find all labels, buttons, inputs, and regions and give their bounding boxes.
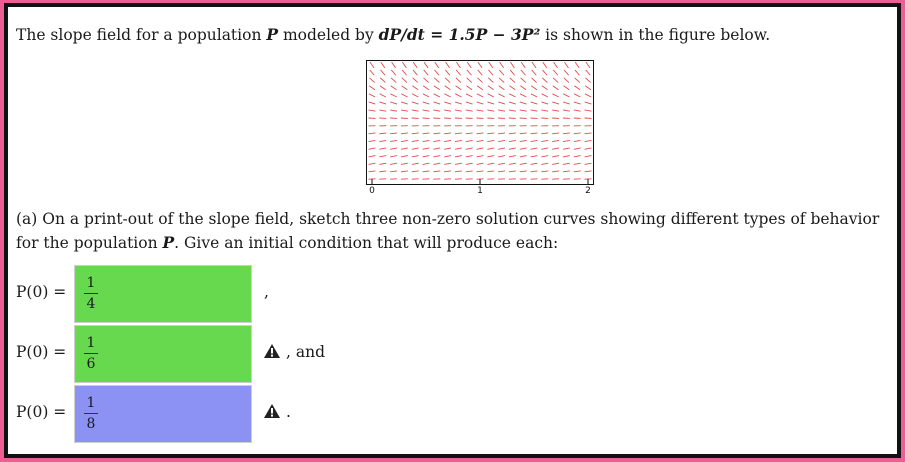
- fraction-bar-2: [84, 353, 98, 354]
- fraction-bar-1: [84, 293, 98, 294]
- answer-label-1: P(0) =: [16, 283, 67, 301]
- numerator-2: 1: [86, 335, 96, 351]
- denominator-2: 6: [86, 356, 96, 372]
- problem-intro: [16, 23, 887, 47]
- intro-middle: modeled by: [278, 26, 379, 44]
- denominator-3: 8: [86, 416, 96, 432]
- intro-equation: dP/dt = 1.5P − 3P²: [378, 25, 541, 44]
- answer-punct-2: , and: [286, 343, 325, 361]
- tick-label: 1: [477, 186, 483, 196]
- part-a-var: P: [162, 233, 175, 252]
- plot-border: [367, 61, 594, 185]
- answer-input-2[interactable]: [74, 325, 252, 383]
- intro-prefix: The slope field for a population: [16, 26, 267, 44]
- numerator-3: 1: [86, 395, 96, 411]
- answer-input-1[interactable]: [74, 265, 252, 323]
- answer-input-3[interactable]: [74, 385, 252, 443]
- numerator-1: 1: [86, 275, 96, 291]
- answer-fraction-2: [84, 334, 98, 373]
- tick-label: 2: [585, 186, 591, 196]
- part-a-text-2: . Give an initial condition that will produce each:: [174, 234, 559, 252]
- answer-after-2: [264, 343, 325, 361]
- answer-label-2: P(0) =: [16, 343, 67, 361]
- intro-suffix: is shown in the figure below.: [540, 26, 771, 44]
- fraction-bar-3: [84, 413, 98, 414]
- answer-fraction-1: [84, 274, 98, 313]
- answer-fraction-3: [84, 394, 98, 433]
- problem-frame: [4, 3, 901, 458]
- answer-label-3: P(0) =: [16, 403, 67, 421]
- slope-field-plot: [366, 60, 594, 196]
- answer-punct-1: ,: [264, 283, 269, 301]
- problem-content: [16, 23, 887, 47]
- part-a-question: [16, 207, 886, 255]
- warning-icon[interactable]: [264, 404, 280, 418]
- answer-after-1: [264, 283, 269, 301]
- intro-var: P: [266, 25, 279, 44]
- answer-after-3: [264, 403, 291, 421]
- warning-icon[interactable]: [264, 344, 280, 358]
- part-a-text-1: (a) On a print-out of the slope field, sketch three non-zero solution curves showing different types of behavior for the population: [16, 210, 880, 252]
- denominator-1: 4: [86, 296, 96, 312]
- tick-label: 0: [369, 186, 375, 196]
- answer-punct-3: .: [286, 403, 291, 421]
